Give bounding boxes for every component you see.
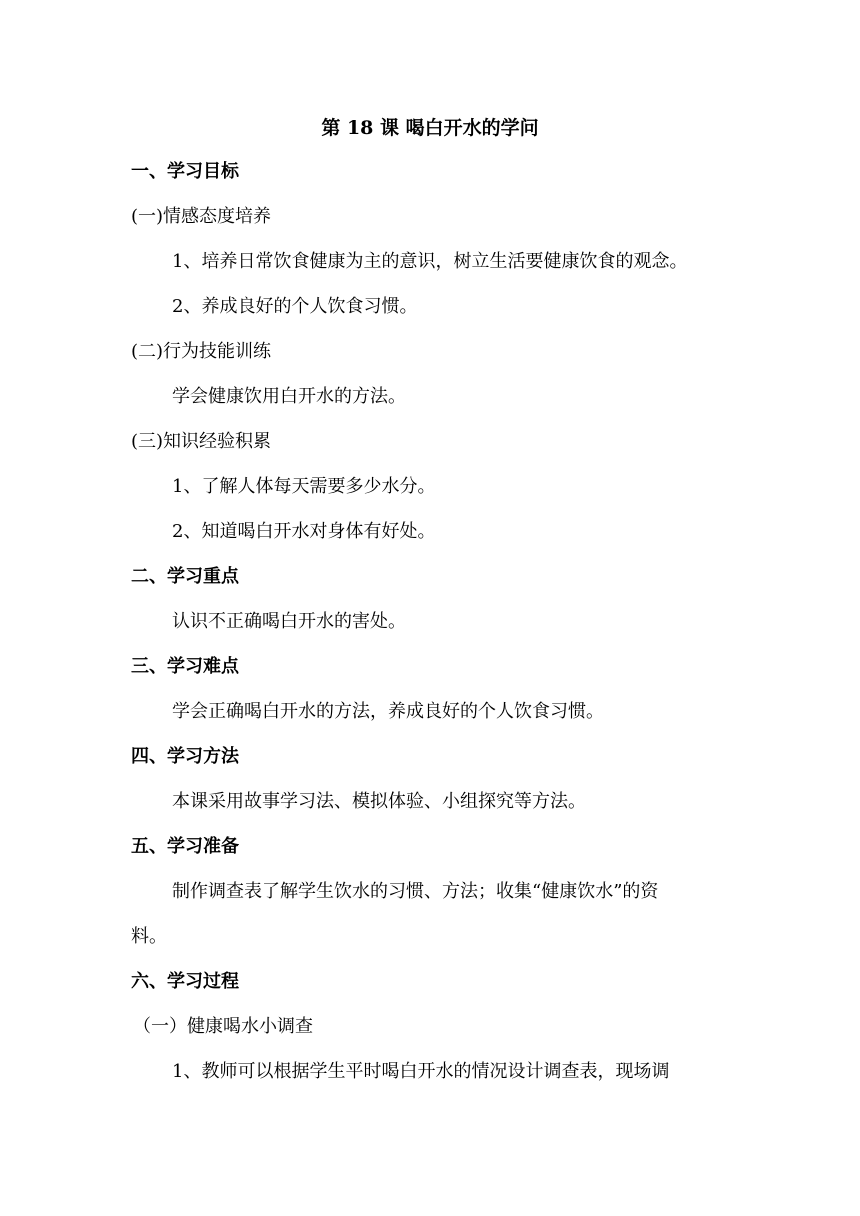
paragraph: 学会正确喝白开水的方法，养成良好的个人饮食习惯。	[172, 701, 604, 722]
list-item: 1、培养日常饮食健康为主的意识，树立生活要健康饮食的观念。	[172, 251, 688, 272]
subheading-knowledge: (三)知识经验积累	[131, 431, 272, 452]
list-item: 1、了解人体每天需要多少水分。	[172, 476, 436, 497]
section-heading-key-points: 二、学习重点	[131, 566, 239, 587]
section-heading-methods: 四、学习方法	[131, 746, 239, 767]
section-heading-process: 六、学习过程	[131, 971, 239, 992]
paragraph: 制作调查表了解学生饮水的习惯、方法；收集“健康饮水”的资	[172, 881, 659, 902]
list-item: 2、养成良好的个人饮食习惯。	[172, 296, 418, 317]
page-title: 第 18 课 喝白开水的学问	[321, 117, 539, 139]
paragraph: 本课采用故事学习法、模拟体验、小组探究等方法。	[172, 791, 586, 812]
subheading-attitude: (一)情感态度培养	[131, 206, 272, 227]
list-item: 1、教师可以根据学生平时喝白开水的情况设计调查表，现场调	[172, 1061, 670, 1082]
section-heading-preparation: 五、学习准备	[131, 836, 239, 857]
section-heading-difficulties: 三、学习难点	[131, 656, 239, 677]
section-heading-goals: 一、学习目标	[131, 161, 239, 182]
subheading-skills: (二)行为技能训练	[131, 341, 272, 362]
subheading-survey: （一）健康喝水小调查	[133, 1016, 313, 1037]
list-item: 2、知道喝白开水对身体有好处。	[172, 521, 436, 542]
paragraph: 认识不正确喝白开水的害处。	[172, 611, 406, 632]
paragraph: 学会健康饮用白开水的方法。	[172, 386, 406, 407]
paragraph-continuation: 料。	[131, 926, 167, 947]
